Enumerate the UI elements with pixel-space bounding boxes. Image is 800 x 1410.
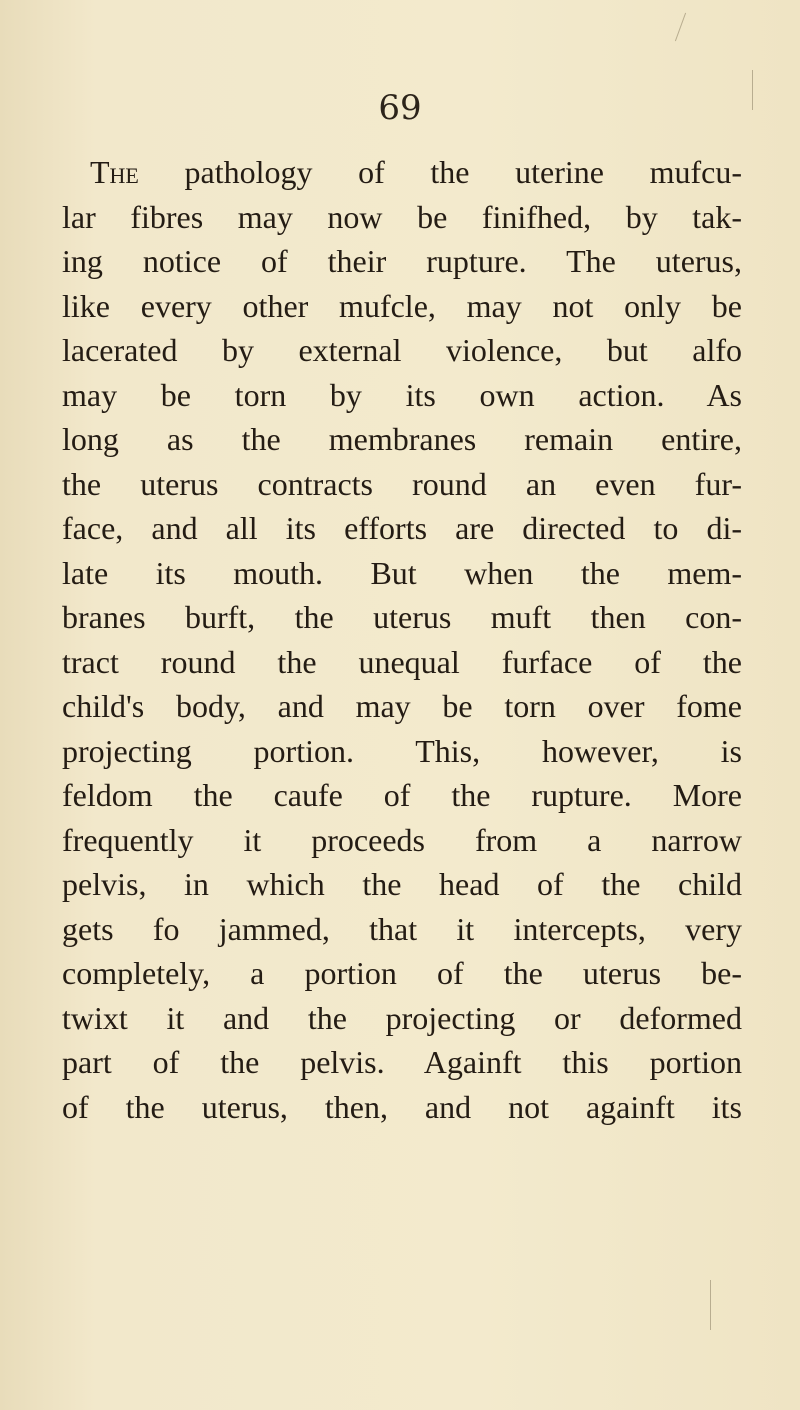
text-line: completely, a portion of the uterus be- bbox=[62, 955, 742, 991]
text-line: like every other mufcle, may not only be bbox=[62, 287, 742, 324]
page-number: 69 bbox=[378, 88, 422, 128]
text-line: lacerated by external violence, but alfo bbox=[62, 332, 742, 368]
text-line: The pathology of the uterine mufcu- bbox=[90, 154, 742, 190]
paper-mark bbox=[710, 1280, 711, 1330]
text-line: branes burft, the uterus muft then con- bbox=[62, 599, 742, 635]
text-line: of the uterus, then, and not againft its bbox=[62, 1088, 742, 1125]
text-line: ing notice of their rupture. The uterus, bbox=[62, 243, 742, 279]
text-line: long as the membranes remain entire, bbox=[62, 421, 742, 457]
body-text bbox=[62, 150, 742, 1129]
text-line: face, and all its efforts are directed to di- bbox=[62, 510, 742, 546]
text-line: lar fibres may now be finifhed, by tak- bbox=[62, 198, 742, 235]
text-line: may be torn by its own action. As bbox=[62, 376, 742, 413]
text-line: part of the pelvis. Againft this portion bbox=[62, 1044, 742, 1080]
text-line: twixt it and the projecting or deformed bbox=[62, 999, 742, 1036]
text-line: late its mouth. But when the mem- bbox=[62, 554, 742, 591]
paper-mark bbox=[675, 13, 686, 42]
text-line: child's body, and may be torn over fome bbox=[62, 688, 742, 724]
text-line: tract round the unequal furface of the bbox=[62, 643, 742, 680]
text-line: projecting portion. This, however, is bbox=[62, 732, 742, 769]
text-line: pelvis, in which the head of the child bbox=[62, 866, 742, 902]
paper-mark bbox=[752, 70, 753, 110]
text-line: gets fo jammed, that it intercepts, very bbox=[62, 910, 742, 947]
text-line: feldom the caufe of the rupture. More bbox=[62, 777, 742, 813]
text-line: frequently it proceeds from a narrow bbox=[62, 821, 742, 858]
opening-word: The bbox=[90, 154, 139, 190]
text-line: the uterus contracts round an even fur- bbox=[62, 465, 742, 502]
